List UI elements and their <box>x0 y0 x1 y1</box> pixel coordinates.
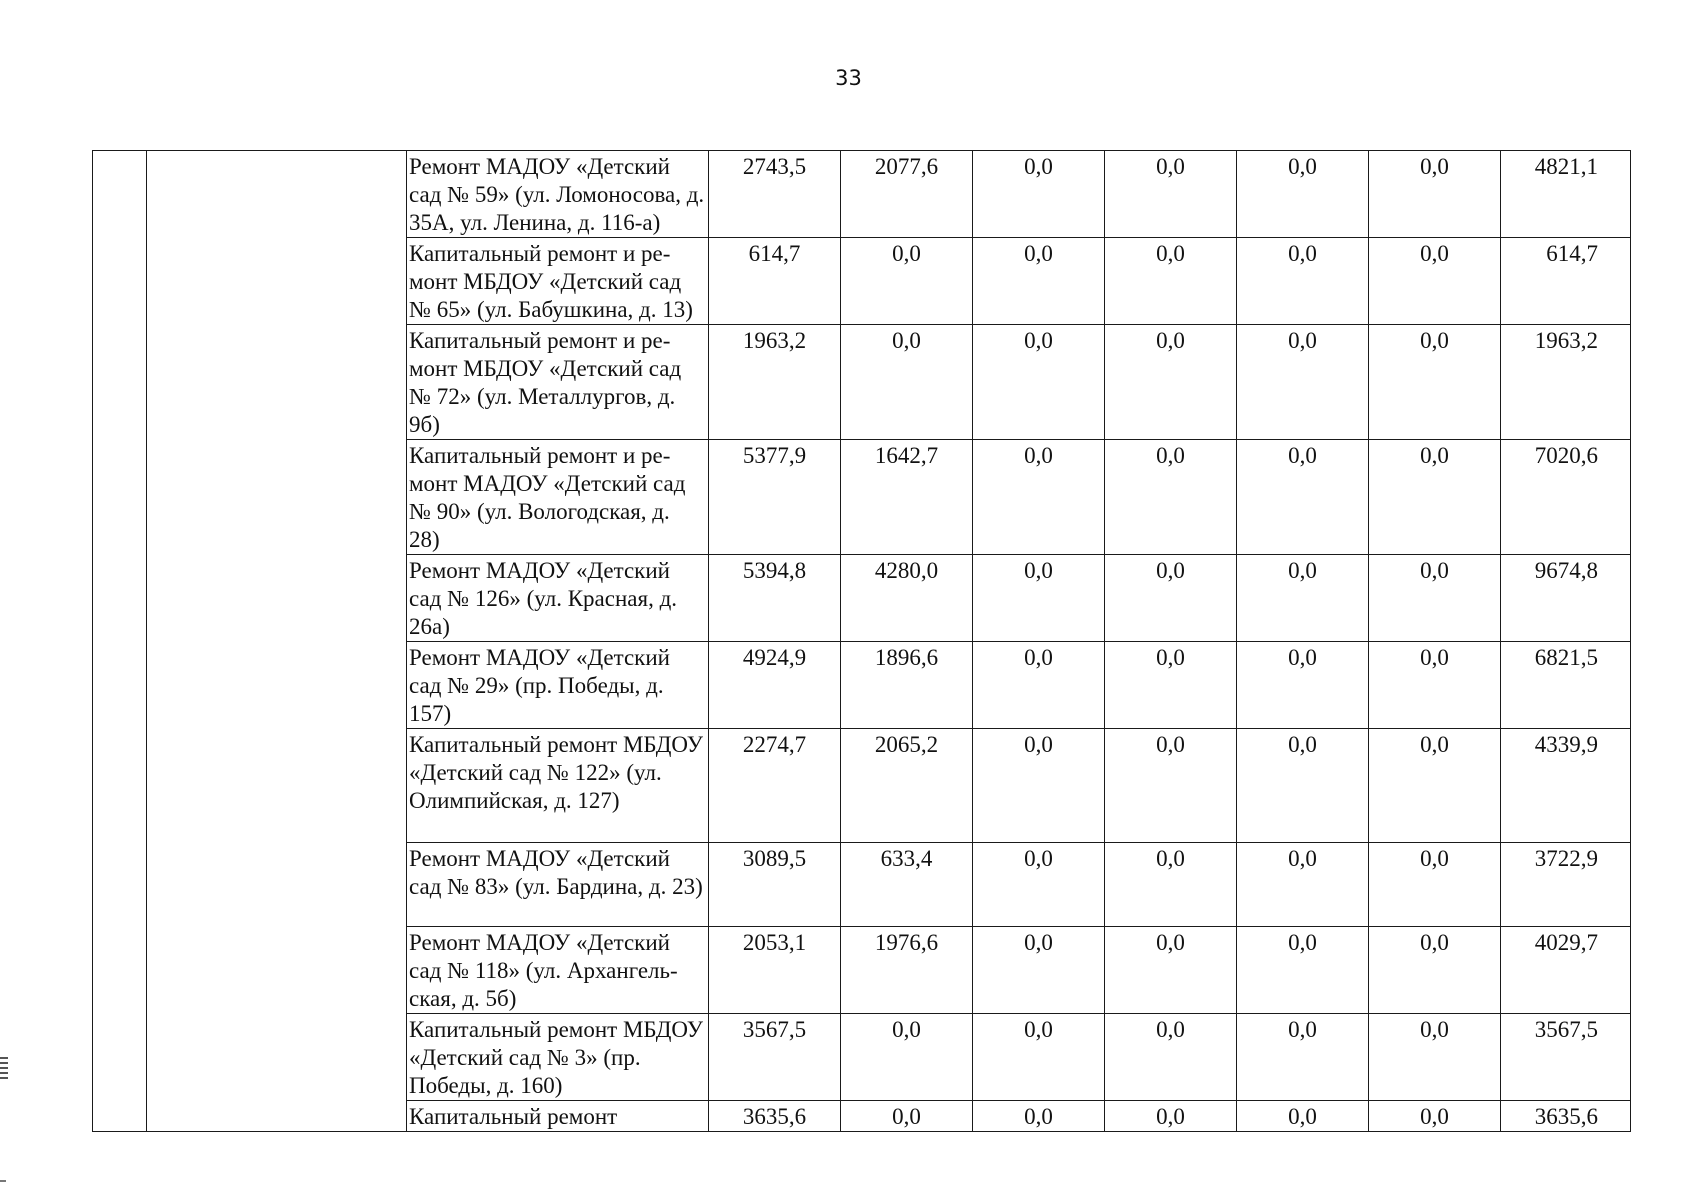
value-cell: 0,0 <box>973 642 1105 729</box>
project-name-cell: Ремонт МАДОУ «Детский сад № 118» (ул. Архангель-ская, д. 5б) <box>407 927 709 1014</box>
value-cell: 0,0 <box>1237 1101 1369 1132</box>
scan-edge-dash <box>0 1180 6 1182</box>
value-cell: 0,0 <box>1237 238 1369 325</box>
value-cell: 0,0 <box>1369 729 1501 843</box>
table-row <box>93 151 1631 238</box>
value-cell: 0,0 <box>973 729 1105 843</box>
value-cell: 2077,6 <box>841 151 973 238</box>
value-cell: 0,0 <box>973 1014 1105 1101</box>
project-name-cell: Капитальный ремонт и ре-монт МАДОУ «Детский сад № 90» (ул. Вологодская, д. 28) <box>407 440 709 555</box>
value-cell: 1963,2 <box>709 325 841 440</box>
value-cell: 0,0 <box>973 151 1105 238</box>
project-name-cell: Капитальный ремонт и ре-монт МБДОУ «Детский сад № 65» (ул. Бабушкина, д. 13) <box>407 238 709 325</box>
value-cell: 1896,6 <box>841 642 973 729</box>
budget-table <box>92 150 1631 1132</box>
empty-section-cell <box>147 151 407 1132</box>
project-name-cell: Капитальный ремонт и ре-монт МБДОУ «Детский сад № 72» (ул. Металлургов, д. 9б) <box>407 325 709 440</box>
page-number: 33 <box>835 66 862 90</box>
value-cell: 0,0 <box>1369 642 1501 729</box>
value-cell: 0,0 <box>1105 238 1237 325</box>
total-cell: 3635,6 <box>1501 1101 1631 1132</box>
value-cell: 0,0 <box>1237 555 1369 642</box>
value-cell: 3635,6 <box>709 1101 841 1132</box>
value-cell: 5394,8 <box>709 555 841 642</box>
value-cell: 0,0 <box>1369 325 1501 440</box>
value-cell: 0,0 <box>1105 927 1237 1014</box>
value-cell: 3567,5 <box>709 1014 841 1101</box>
value-cell: 0,0 <box>1369 843 1501 927</box>
value-cell: 0,0 <box>1369 1014 1501 1101</box>
value-cell: 0,0 <box>1105 1014 1237 1101</box>
project-name-cell: Ремонт МАДОУ «Детский сад № 83» (ул. Бардина, д. 23) <box>407 843 709 927</box>
project-name-cell: Капитальный ремонт МБДОУ «Детский сад № 122» (ул. Олимпийская, д. 127) <box>407 729 709 843</box>
value-cell: 0,0 <box>973 238 1105 325</box>
total-cell: 1963,2 <box>1501 325 1631 440</box>
value-cell: 0,0 <box>1369 1101 1501 1132</box>
value-cell: 0,0 <box>1237 927 1369 1014</box>
project-name-cell: Ремонт МАДОУ «Детский сад № 29» (пр. Победы, д. 157) <box>407 642 709 729</box>
value-cell: 0,0 <box>1105 729 1237 843</box>
value-cell: 0,0 <box>841 238 973 325</box>
value-cell: 0,0 <box>1369 440 1501 555</box>
budget-table-container <box>92 150 1631 1132</box>
total-cell: 6821,5 <box>1501 642 1631 729</box>
value-cell: 4924,9 <box>709 642 841 729</box>
value-cell: 0,0 <box>841 1101 973 1132</box>
value-cell: 0,0 <box>1369 238 1501 325</box>
value-cell: 0,0 <box>973 927 1105 1014</box>
value-cell: 0,0 <box>1105 642 1237 729</box>
value-cell: 0,0 <box>1237 642 1369 729</box>
value-cell: 0,0 <box>1105 151 1237 238</box>
value-cell: 5377,9 <box>709 440 841 555</box>
total-cell: 614,7 <box>1501 238 1631 325</box>
project-name-cell: Ремонт МАДОУ «Детский сад № 126» (ул. Красная, д. 26а) <box>407 555 709 642</box>
total-cell: 3722,9 <box>1501 843 1631 927</box>
total-cell: 7020,6 <box>1501 440 1631 555</box>
scan-edge-marks <box>0 1057 8 1082</box>
value-cell: 0,0 <box>1105 325 1237 440</box>
total-cell: 4821,1 <box>1501 151 1631 238</box>
total-cell: 4339,9 <box>1501 729 1631 843</box>
value-cell: 0,0 <box>1237 440 1369 555</box>
value-cell: 0,0 <box>1105 843 1237 927</box>
value-cell: 0,0 <box>973 1101 1105 1132</box>
value-cell: 0,0 <box>973 440 1105 555</box>
value-cell: 614,7 <box>709 238 841 325</box>
empty-index-cell <box>93 151 147 1132</box>
value-cell: 0,0 <box>1105 555 1237 642</box>
value-cell: 1976,6 <box>841 927 973 1014</box>
value-cell: 2053,1 <box>709 927 841 1014</box>
value-cell: 0,0 <box>1369 151 1501 238</box>
value-cell: 0,0 <box>1237 325 1369 440</box>
value-cell: 2274,7 <box>709 729 841 843</box>
value-cell: 0,0 <box>1237 151 1369 238</box>
total-cell: 9674,8 <box>1501 555 1631 642</box>
value-cell: 4280,0 <box>841 555 973 642</box>
value-cell: 0,0 <box>841 325 973 440</box>
table-body <box>93 151 1631 1132</box>
value-cell: 0,0 <box>1237 1014 1369 1101</box>
value-cell: 0,0 <box>841 1014 973 1101</box>
value-cell: 2743,5 <box>709 151 841 238</box>
value-cell: 0,0 <box>1237 729 1369 843</box>
value-cell: 1642,7 <box>841 440 973 555</box>
value-cell: 0,0 <box>1105 440 1237 555</box>
total-cell: 3567,5 <box>1501 1014 1631 1101</box>
value-cell: 0,0 <box>1369 927 1501 1014</box>
value-cell: 0,0 <box>1369 555 1501 642</box>
value-cell: 0,0 <box>1237 843 1369 927</box>
value-cell: 3089,5 <box>709 843 841 927</box>
total-cell: 4029,7 <box>1501 927 1631 1014</box>
project-name-cell: Ремонт МАДОУ «Детский сад № 59» (ул. Ломоносова, д. 35А, ул. Ленина, д. 116-а) <box>407 151 709 238</box>
value-cell: 0,0 <box>1105 1101 1237 1132</box>
project-name-cell: Капитальный ремонт <box>407 1101 709 1132</box>
value-cell: 2065,2 <box>841 729 973 843</box>
project-name-cell: Капитальный ремонт МБДОУ «Детский сад № 3» (пр. Победы, д. 160) <box>407 1014 709 1101</box>
value-cell: 0,0 <box>973 325 1105 440</box>
value-cell: 0,0 <box>973 843 1105 927</box>
value-cell: 633,4 <box>841 843 973 927</box>
value-cell: 0,0 <box>973 555 1105 642</box>
